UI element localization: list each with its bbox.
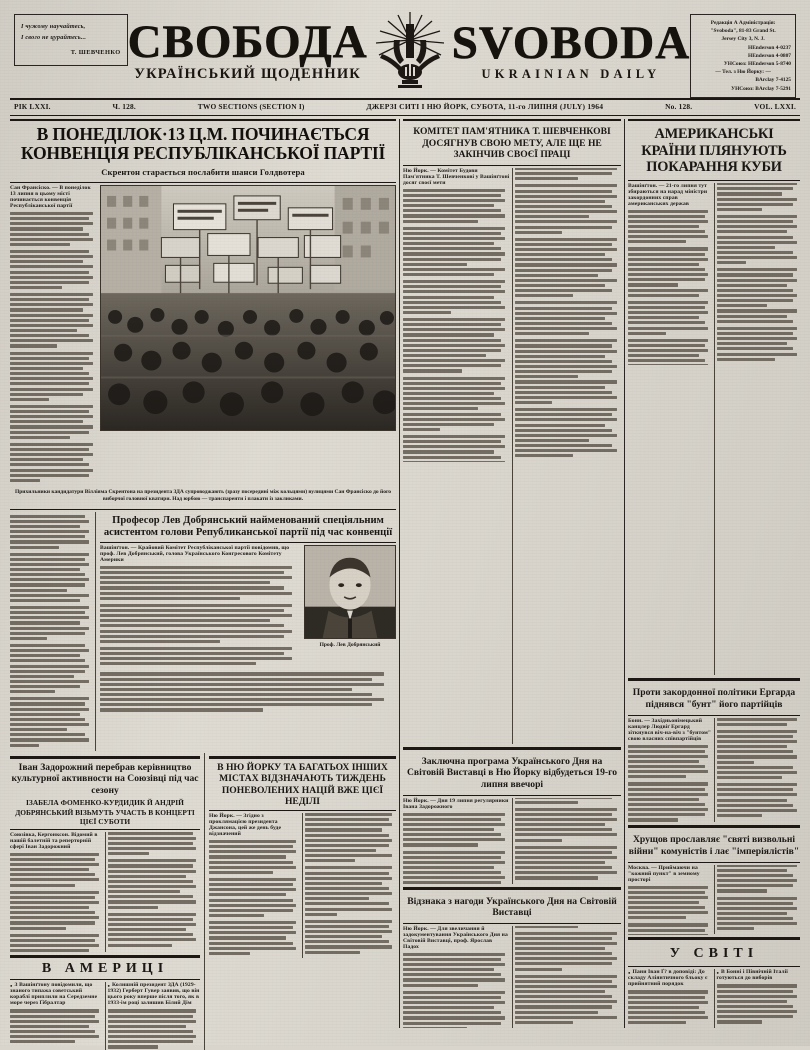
cuba-divider [628,180,800,181]
dobriansky-portrait-photo [304,545,396,639]
contact-line-2: "Svoboda", 81-83 Grand St. [710,28,776,35]
newspaper-title-uk: СВОБОДА [127,16,368,68]
dobriansky-story-block [100,512,396,751]
erhard-body [628,718,800,823]
contact-phone-3: УНСоюз: HEnderson 5-8740 [723,61,791,68]
lead-photo-caption: Прихильники кандидатури Вілліяма Скрентона на президента ЗДА супроводжають (зразу посередині між кольцями) вулицями Сан Франсіско до його виборчої головної кватири. Над юрбою — транспаренти і плакати із закликами. [14,488,392,503]
column-separator-2 [624,119,625,1028]
worldsfair-body [403,798,621,884]
lead-deck: Скрентон старається послабити шанси Голдвотера [101,167,305,177]
america-section-rule [10,955,200,958]
worldsfair-lede: Ню Йорк. — Дня 19 липня регулярники Івана Задорожного [403,797,509,810]
place-and-date: ДЖЕРЗІ СИТІ І НЮ ЙОРК, СУБОТА, 11-го ЛИПНЯ (JULY) 1964 [366,102,604,111]
cuba-headline: АМЕРИКАНСЬКІ КРАЇНИ ПЛЯНУЮТЬ ПОКАРАННЯ КУБИ [641,126,787,175]
contact-phone-1: HEnderson 4-0237 [748,44,791,51]
lead-headline: В ПОНЕДІЛОК·13 Ц.М. ПОЧИНАЄТЬСЯ КОНВЕНЦІЯ РЕСПУБЛІКАНСЬКОЇ ПАРТІЇ [20,124,386,163]
dobriansky-lede: Вашінґтон. — Крайовий Комітет Республіканської партії повідомив, що проф. Лев Добрянський, голова Українського Конгресового Комітету Америки [100,544,290,563]
newspaper-subtitle-uk: УКРАЇНСЬКИЙ ЩОДЕННИК [134,66,362,82]
erhard-divider [628,715,800,716]
ukrainian-trident-emblem [372,10,448,92]
masthead-english [451,17,691,82]
worldsfair-award-body [403,926,621,1028]
zadorozhny-lede: Союзівка, Кергонксон. Відомий в нашій балетній та реперторній сфері Іван Задорожний [10,831,98,850]
zadorozhny-body [10,832,200,953]
world-section-rule [628,937,800,940]
erhard-lede: Бонн. — Західньонімецький канцлер Людвіґ Ергард зіткнувся віч-на-віч з "бунтом" свою власних співпартійців [628,717,712,742]
page-body [6,116,804,1028]
khrushchev-headline: Хрущов прославляє "святі визвольні війни" комуністів і лає "імперіялістів" [628,834,800,857]
lead-top-row [10,185,396,486]
dobriansky-portrait-area [304,545,396,670]
lead-continuation-column [10,512,96,751]
captive-nations-headline: В НЮ ЙОРКУ ТА БАГАТЬОХ ІНШИХ МІСТАХ ВІДЗНАЧАЮТЬ ТИЖДЕНЬ ПОНЕВОЛЕНИХ НАЦІЙ ВЖЕ ЦІЄЇ НЕДІЛІ [217,761,388,808]
volume-uk: РІК LXXI. [14,102,51,111]
cuba-lede: Вашінґтон. — 21-го липня тут збираються на нарад міністри закордонних справ американських держав [628,182,708,207]
newspaper-title-en: SVOBODA [451,17,691,69]
worldsfair-award-divider [403,923,621,924]
khrushchev-rule [628,825,800,828]
lead-photo-area [100,185,396,486]
sections-label: TWO SECTIONS (SECTION I) [197,102,305,111]
issue-number-en: No. 128. [665,102,693,111]
captive-nations-lede: Ню Йорк. — Згідно з проклямацією президента Джансона, цей же день буде відзначений [209,813,282,838]
lead-story-block [10,119,396,1028]
lead-lede: Сан Франсіско. — В понеділок 13 липня в цьому місті починається конвенція Республіканської партії [10,185,91,209]
dobriansky-headline: Професор Лев Добрянський найменований спеціяльним асистентом голови Републиканської партії під час конвенції [103,514,393,539]
shevchenko-column [403,119,621,1028]
worldsfair-divider [403,795,621,796]
worldsfair-rule [403,747,621,750]
quote-line-1: І чужому научайтесь, [21,23,86,30]
dobriansky-rule [100,542,396,543]
world-item-1: ● Пани Іван Ґ? в доповіді: До складу Аліянтичного бльоку є прийнятний порядок [628,969,712,987]
dateline-bar [6,100,804,114]
contact-line-1: Редакція А Адміністрація: [710,20,776,26]
khrushchev-lede: Москва. — Приймаючи на "кожний пункт" в земному просторі [628,864,700,883]
erhard-rule [628,678,800,681]
zadorozhny-block [10,753,200,1050]
contact-phone-4: BArclay 7-4125 [755,77,791,84]
quote-line-2: І свого не цурайтесь... [21,34,87,41]
volume-en: VOL. LXXI. [754,102,796,111]
section-header-world: У СВІТІ [669,946,759,962]
lead-text-column [10,185,96,486]
contact-line-3: Jersey City 3, N. J. [721,36,765,43]
captive-nations-block [204,753,396,1050]
america-items [10,982,200,1050]
america-item-2: ● Колишній президент ЗДА (1929-1932) Герберт Гувер заявив, що він цього року вперше після того, як в 1933-ім році залишив Білий Дім [108,982,201,1006]
zadorozhny-rule [10,756,200,759]
world-divider [628,966,800,967]
lead-bottom-row [10,512,396,751]
shevchenko-body [403,168,621,744]
masthead-ukrainian [127,16,368,83]
erhard-headline: Проти закордонної політики Ергарда піднявся "бунт" його партійців [632,687,796,710]
lower-left-row [10,753,396,1050]
zadorozhny-headline: Іван Задорожний перебрав керівництво культурної активности на Союзівці під час сезону [11,761,199,796]
dobriansky-row [100,545,396,670]
masthead-contact-box [690,14,796,98]
right-column [628,119,800,1028]
dobriansky-text [100,545,300,670]
lead-body-text [10,212,96,482]
khrushchev-divider [628,862,800,863]
worldsfair-award-rule [403,887,621,890]
section-header-america: В АМЕРИЦІ [41,961,169,977]
lead-deck-rule [10,182,396,183]
world-items [628,969,800,1028]
shevchenko-rule [403,119,621,121]
shevchenko-quote-box [14,14,128,66]
contact-phone-5: УНСоюз: BArclay 7-5291 [731,85,791,92]
captive-nations-rule [209,756,396,759]
worldsfair-headline: Заключна програма Українського Дня на Світовій Виставці в Ню Йорку відбудеться 19-го липня ввечорі [407,755,617,791]
shevchenko-divider [403,165,621,166]
world-item-2: ● В Бонні і Північній Італії готуються до виборів [717,969,801,981]
shevchenko-lede: Ню Йорк. — Комітет Будови Пам'ятника Т. Шевченкові у Вашінґтоні досяг своєї мети [403,167,510,186]
masthead [6,8,804,96]
contact-phone-2: HEnderson 4-0807 [748,52,791,59]
america-divider [10,979,200,980]
convention-rally-photo [100,185,396,431]
america-item-1: ● З Вашінґтону повідомили, що знаного типажа советський кораблі приплили на Середземне море через Ґібралтар [10,982,103,1006]
worldsfair-award-headline: Відзнака з нагоди Українського Дня на Світовій Виставці [407,895,617,919]
contact-divider: — Тел. з Ню Йорку: — [715,69,771,76]
captive-nations-body [209,813,396,958]
caption-rule [10,509,396,510]
lead-headline-rule [10,119,396,121]
cuba-rule [628,119,800,121]
newspaper-subtitle-en: UKRAINIAN DAILY [481,67,661,81]
shevchenko-headline: КОМІТЕТ ПАМ'ЯТНИКА Т. ШЕВЧЕНКОВІ ДОСЯГНУВ СВОЮ МЕТУ, АЛЕ ЩЕ НЕ ЗАКІНЧИВ СВОЄЇ ПРАЦІ [413,126,611,161]
worldsfair-award-lede: Ню Йорк. — Для звеличання й задокументування Українського Дня на Світовій Виставці, проф. Ярослав Падох [403,925,508,950]
issue-number-uk: Ч. 128. [112,102,136,111]
quote-author: Т. ШЕВЧЕНКО [70,49,121,56]
captive-nations-divider [209,810,396,811]
masthead-title-block [128,8,691,92]
zadorozhny-divider [10,829,200,830]
zadorozhny-subhead: ІЗАБЕЛА ФОМЕНКО-КУРДИДИК Й АНДРІЙ ДОБРЯНСЬКИЙ ВІЗЬМУТЬ УЧАСТЬ В КОНЦЕРТІ ЦІЄЇ СУБОТИ [15,798,195,827]
dobriansky-caption: Проф. Лев Добрянський [319,641,381,648]
cuba-body [628,183,800,676]
column-separator-1 [399,119,400,1028]
khrushchev-body [628,865,800,935]
